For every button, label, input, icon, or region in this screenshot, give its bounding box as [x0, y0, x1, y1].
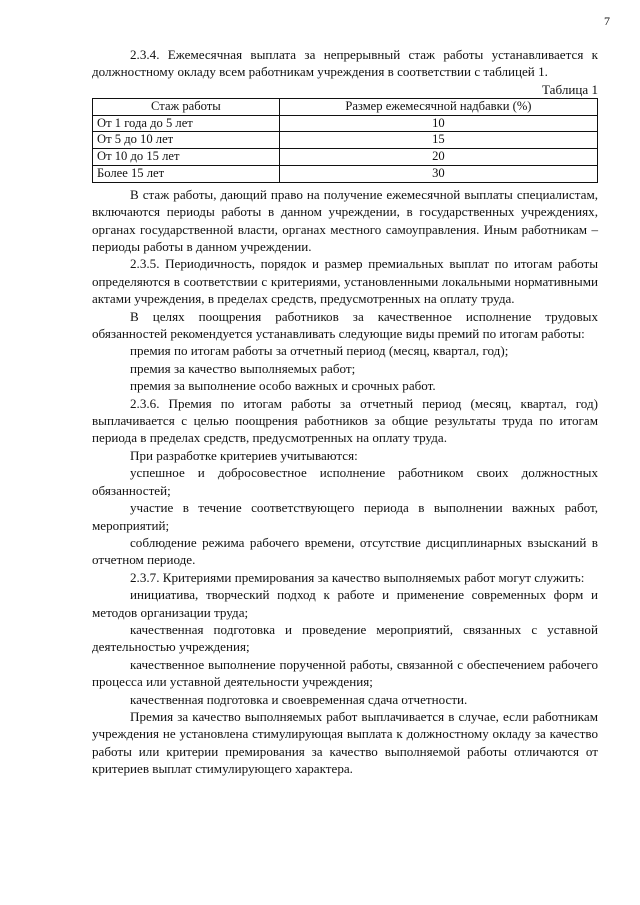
document-body: [92, 46, 598, 778]
list-item: участие в течение соответствующего периода в выполнении важных работ, мероприятий;: [92, 500, 598, 533]
table-cell-seniority: От 1 года до 5 лет: [93, 115, 280, 132]
page-number: 7: [604, 14, 610, 28]
section-2-3-7-paragraph: 2.3.7. Критериями премирования за качество выполняемых работ могут служить:: [130, 569, 585, 585]
body-paragraph: При разработке критериев учитываются:: [130, 447, 358, 463]
table-cell-seniority: От 10 до 15 лет: [93, 149, 280, 166]
body-paragraph: Премия за качество выполняемых работ выплачивается в случае, если работникам учреждения не установлена стимулирующая выплата к должностному окладу за качество работы или критерии премирования за качество выполняемой работы отличаются от критериев выплат стимулирующего характера.: [92, 708, 598, 777]
table-cell-bonus: 30: [279, 166, 597, 183]
list-item: премия за выполнение особо важных и срочных работ.: [130, 378, 436, 394]
table-row: [93, 166, 598, 183]
table-row: [93, 149, 598, 166]
seniority-bonus-table: [92, 98, 598, 183]
section-2-3-5-paragraph: 2.3.5. Периодичность, порядок и размер премиальных выплат по итогам работы определяются в соответствии с критериями, установленными локальными нормативными актами учреждения, в пределах средств, предусмотренных на оплату труда.: [92, 256, 598, 307]
table-cell-seniority: От 5 до 10 лет: [93, 132, 280, 149]
table-row: [93, 115, 598, 132]
table-cell-bonus: 10: [279, 115, 597, 132]
intro-paragraph: 2.3.4. Ежемесячная выплата за непрерывный стаж работы устанавливается к должностному окладу всем работникам учреждения в соответствии с таблицей 1.: [92, 47, 598, 80]
list-item: премия за качество выполняемых работ;: [130, 360, 356, 376]
body-paragraph: В стаж работы, дающий право на получение ежемесячной выплаты специалистам, включаются периоды работы в данном учреждении, в государственных учреждениях, органах государственной власти, органах местного самоуправления. Иным работникам – периоды работы в данном учреждении.: [92, 186, 598, 255]
header-seniority: Стаж работы: [93, 98, 280, 115]
table-cell-seniority: Более 15 лет: [93, 166, 280, 183]
table-cell-bonus: 15: [279, 132, 597, 149]
list-item: качественная подготовка и своевременная сдача отчетности.: [130, 691, 468, 707]
list-item: премия по итогам работы за отчетный период (месяц, квартал, год);: [130, 343, 509, 359]
list-item: инициатива, творческий подход к работе и применение современных форм и методов организации труда;: [92, 587, 598, 620]
table-header-row: [93, 98, 598, 115]
list-item: соблюдение режима рабочего времени, отсутствие дисциплинарных взысканий в отчетном периоде.: [92, 534, 598, 568]
list-item: качественная подготовка и проведение мероприятий, связанных с уставной деятельностью учреждения;: [92, 621, 598, 655]
table-row: [93, 132, 598, 149]
list-item: качественное выполнение порученной работы, связанной с обеспечением рабочего процесса или уставной деятельности учреждения;: [92, 656, 598, 690]
table-caption: Таблица 1: [542, 81, 598, 97]
table-cell-bonus: 20: [279, 149, 597, 166]
body-paragraph: В целях поощрения работников за качественное исполнение трудовых обязанностей рекомендуется устанавливать следующие виды премий по итогам работы:: [92, 308, 598, 342]
section-2-3-6-paragraph: 2.3.6. Премия по итогам работы за отчетный период (месяц, квартал, год) выплачивается с целью поощрения работников за общие результаты труда по итогам периода в пределах средств, предусмотренных на оплату труда.: [92, 395, 598, 446]
header-bonus-size: Размер ежемесячной надбавки (%): [279, 98, 597, 115]
list-item: успешное и добросовестное исполнение работником своих должностных обязанностей;: [92, 465, 598, 498]
